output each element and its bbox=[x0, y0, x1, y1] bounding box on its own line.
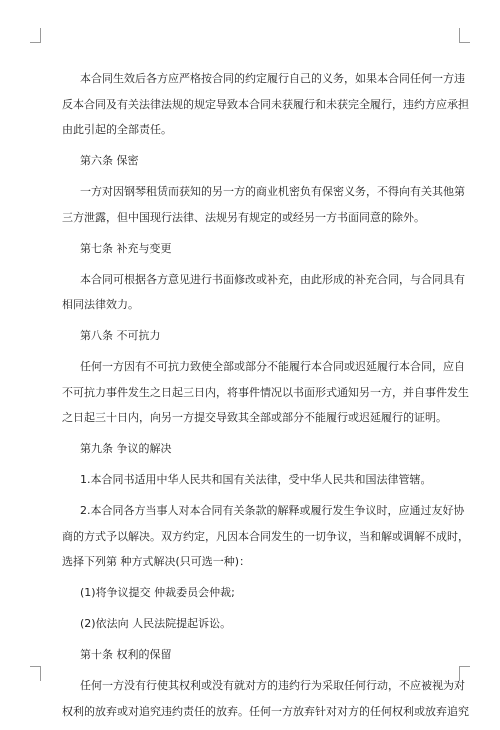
text-line: 选择下列第 种方式解决(只可选一种)： bbox=[62, 555, 251, 568]
paragraph-governing-law bbox=[62, 467, 442, 493]
text-line: 本合同可根据各方意见进行书面修改或补充，由此形成的补充合同，与合同具有 bbox=[80, 272, 465, 286]
document-body bbox=[62, 66, 469, 730]
paragraph-reservation-of-rights bbox=[62, 673, 469, 724]
section-heading-amendment: 第七条 补充与变更 bbox=[80, 241, 172, 255]
crop-mark-top-right bbox=[459, 28, 470, 43]
paragraph-option-litigation bbox=[62, 611, 442, 637]
section-heading-reservation-of-rights: 第十条 权利的保留 bbox=[80, 648, 172, 661]
section-heading-force-majeure: 第八条 不可抗力 bbox=[80, 329, 161, 342]
text-line: 1.本合同书适用中华人民共和国有关法律，受中华人民共和国法律管辖。 bbox=[80, 473, 432, 486]
section-heading-confidentiality: 第六条 保密 bbox=[80, 154, 139, 167]
text-line: 商的方式予以解决。双方约定，凡因本合同发生的一切争议，当和解或调解不成时， bbox=[62, 529, 469, 543]
text-line: 三方泄露，但中国现行法律、法规另有规定的或经另一方书面同意的除外。 bbox=[62, 210, 425, 224]
text-line: 反本合同及有关法律法规的规定导致本合同未获履行和未获完全履行，违约方应承担 bbox=[62, 97, 469, 111]
paragraph-amendment bbox=[62, 267, 465, 318]
text-line: 任何一方没有行使其权利或没有就对方的违约行为采取任何行动，不应被视为对 bbox=[80, 679, 465, 692]
paragraph-force-majeure bbox=[62, 354, 469, 431]
text-line: 一方对因钢琴租赁而获知的另一方的商业机密负有保密义务，不得向有关其他第 bbox=[80, 185, 465, 198]
paragraph-confidentiality bbox=[62, 179, 465, 230]
text-line: 不可抗力事件发生之日起三日内，将事件情况以书面形式通知另一方，并自事件发生 bbox=[62, 385, 469, 399]
text-line: (2)依法向 人民法院提起诉讼。 bbox=[80, 617, 232, 630]
text-line: 相同法律效力。 bbox=[62, 298, 139, 311]
text-line: 本合同生效后各方应严格按合同的约定履行自己的义务，如果本合同任何一方违 bbox=[80, 72, 465, 85]
text-line: 之日起三十日内，向另一方提交导致其全部或部分不能履行或迟延履行的证明。 bbox=[62, 411, 447, 424]
crop-mark-top-left bbox=[30, 28, 41, 43]
section-heading-dispute-resolution: 第九条 争议的解决 bbox=[80, 442, 172, 455]
text-line: 权利的放弃或对追究违约责任的放弃。任何一方放弃针对对方的任何权利或放弃追究 bbox=[62, 704, 469, 718]
text-line: 2.本合同各方当事人对本合同有关条款的解释或履行发生争议时，应通过友好协 bbox=[80, 504, 465, 517]
text-line: 任何一方因有不可抗力致使全部或部分不能履行本合同或迟延履行本合同，应自 bbox=[80, 360, 465, 373]
text-line: (1)将争议提交 仲裁委员会仲裁; bbox=[80, 586, 235, 599]
paragraph-dispute-method bbox=[62, 498, 469, 575]
paragraph-option-arbitration bbox=[62, 580, 442, 606]
crop-mark-bottom-left bbox=[30, 666, 41, 681]
paragraph-performance bbox=[62, 66, 469, 143]
text-line: 由此引起的全部责任。 bbox=[62, 123, 172, 136]
